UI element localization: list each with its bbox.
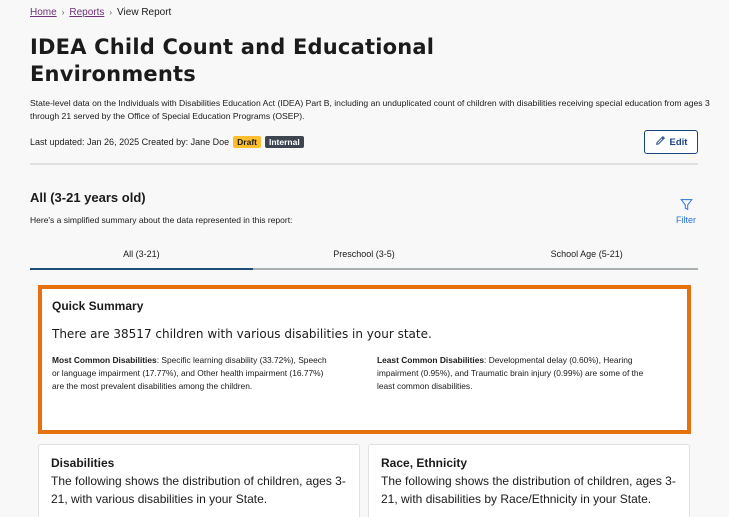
most-common-disabilities <box>52 354 327 392</box>
race-ethnicity-card-description: The following shows the distribution of children, ages 3-21, with disabilities by Race/Ethnicity in your State. <box>381 474 676 506</box>
disabilities-card-description: The following shows the distribution of children, ages 3-21, with various disabilities in your State. <box>51 474 346 506</box>
tab-all[interactable]: All (3-21) <box>30 249 253 270</box>
tab-school-age[interactable]: School Age (5-21) <box>475 249 698 270</box>
breadcrumb-reports-link[interactable]: Reports <box>69 7 105 18</box>
quick-summary-title: Quick Summary <box>52 299 144 313</box>
internal-badge: Internal <box>265 136 304 148</box>
report-meta <box>30 136 304 148</box>
least-common-disabilities <box>377 354 652 392</box>
edit-label: Edit <box>669 136 688 148</box>
least-common-label: Least Common Disabilities <box>377 355 485 365</box>
breadcrumb-home-link[interactable]: Home <box>30 7 57 18</box>
quick-summary-panel <box>38 285 691 434</box>
tab-preschool[interactable]: Preschool (3-5) <box>253 249 476 270</box>
filter-button[interactable] <box>672 198 700 225</box>
section-subtitle: Here's a simplified summary about the data represented in this report: <box>30 215 293 225</box>
filter-label: Filter <box>676 215 696 225</box>
age-tabs <box>30 249 698 270</box>
most-common-label: Most Common Disabilities <box>52 355 157 365</box>
header-divider <box>30 163 698 165</box>
disabilities-card-title: Disabilities <box>51 456 115 470</box>
filter-icon <box>680 198 693 215</box>
section-title: All (3-21 years old) <box>30 190 146 205</box>
children-count-text: There are 38517 children with various disabilities in your state. <box>52 327 432 341</box>
edit-button[interactable] <box>644 130 698 154</box>
breadcrumb <box>30 7 171 18</box>
page-description: State-level data on the Individuals with Disabilities Education Act (IDEA) Part B, including an unduplicated count of children with disabilities receiving special education from ages 3 through 21 served by the Office of Special Education Programs (OSEP). <box>30 98 710 121</box>
most-common-text: : Specific learning disability (33.72%), Speech or language impairment (17.77%), and Other health impairment (16.77%) are the most prevalent disabilities among the children. <box>52 355 327 391</box>
least-common-text: : Developmental delay (0.60%), Hearing impairment (0.95%), and Traumatic brain injury (0.99%) are some of the least common disabilities. <box>377 355 644 391</box>
race-ethnicity-card <box>368 444 690 517</box>
breadcrumb-separator: › <box>61 8 65 17</box>
race-ethnicity-card-title: Race, Ethnicity <box>381 456 468 470</box>
page-title: IDEA Child Count and Educational Environments <box>30 35 435 86</box>
pencil-icon <box>655 135 666 149</box>
meta-text: Last updated: Jan 26, 2025 Created by: Jane Doe <box>30 137 230 147</box>
disabilities-card <box>38 444 360 517</box>
breadcrumb-separator: › <box>109 8 113 17</box>
draft-badge: Draft <box>233 136 261 148</box>
breadcrumb-current: View Report <box>117 7 172 18</box>
